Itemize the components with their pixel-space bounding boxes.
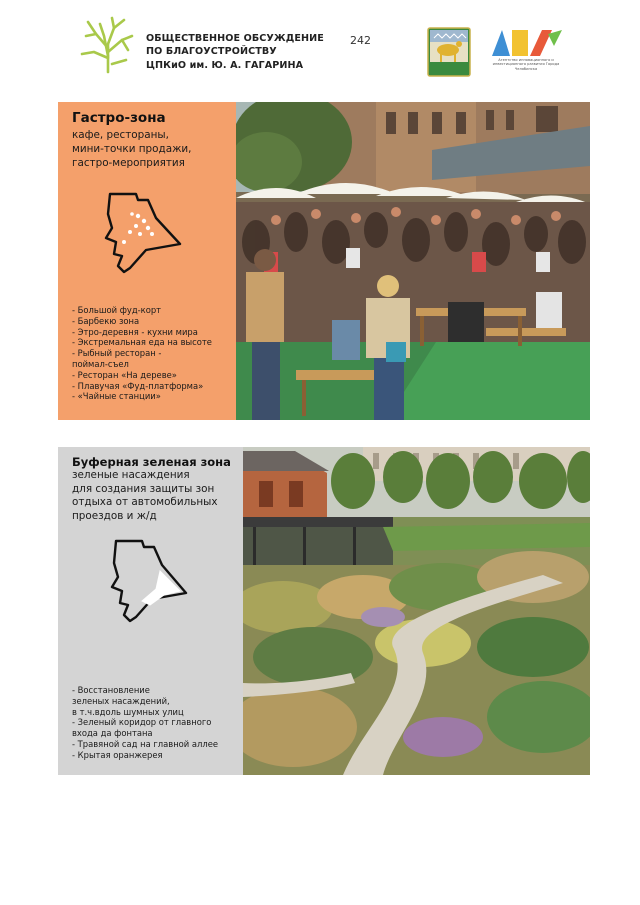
list-item: - Крытая оранжерея — [72, 749, 163, 760]
list-item: - Плавучая «Фуд-платформа» — [72, 380, 204, 391]
list-item: - Экстремальная еда на высоте — [72, 337, 212, 348]
zone-subtitle — [72, 128, 191, 170]
zone-title: Гастро-зона — [72, 110, 166, 126]
list-item: - Восстановление — [72, 685, 150, 695]
buffer-green-zone-panel — [58, 447, 590, 775]
zone-feature-list — [72, 305, 212, 402]
subtitle-line: зеленые насаждения — [72, 469, 190, 481]
list-item: поймал-съел — [72, 358, 129, 369]
tree-logo-icon — [78, 14, 138, 74]
subtitle-line: проездов и ж/д — [72, 509, 157, 522]
list-item: зеленых насаждений, — [72, 695, 170, 706]
garden-photo — [243, 447, 590, 775]
subtitle-line: мини-точки продажи, — [72, 143, 192, 155]
gastro-zone-description — [58, 102, 236, 420]
list-item: - Ресторан «На дереве» — [72, 369, 177, 380]
park-map-outline-icon — [102, 535, 192, 629]
list-item: - Этро-деревня - кухни мира — [72, 326, 198, 337]
buffer-zone-description — [58, 447, 243, 775]
page-number: 242 — [350, 34, 371, 47]
list-item: в т.ч.вдоль шумных улиц — [72, 706, 184, 717]
subtitle-line: отдыха от автомобильных — [72, 496, 218, 509]
list-item: входа да фонтана — [72, 728, 153, 739]
list-item: - Большой фуд-корт — [72, 305, 162, 315]
subtitle-line: для создания защиты зон — [72, 482, 215, 495]
list-item: - Барбекю зона — [72, 315, 140, 326]
camel-coat-of-arms-icon — [426, 26, 472, 78]
zone-feature-list — [72, 685, 218, 761]
subtitle-line: гастро-мероприятия — [72, 157, 185, 169]
subtitle-line: кафе, рестораны, — [72, 129, 169, 141]
org-line: ПО БЛАГОУСТРОЙСТВУ — [146, 46, 277, 58]
org-line: ОБЩЕСТВЕННОЕ ОБСУЖДЕНИЕ — [146, 33, 324, 44]
list-item: - Рыбный ресторан - — [72, 348, 162, 359]
zone-subtitle — [72, 469, 218, 523]
page-header — [0, 0, 640, 100]
zone-title: Буферная зеленая зона — [72, 455, 231, 469]
org-line: ЦПКиО им. Ю. А. ГАГАРИНА — [146, 59, 304, 71]
list-item: - «Чайные станции» — [72, 391, 161, 402]
list-item: - Зеленый коридор от главного — [72, 717, 212, 728]
food-court-photo — [236, 102, 590, 420]
organization-name — [146, 32, 324, 72]
list-item: - Травяной сад на главной аллее — [72, 738, 219, 749]
gastro-zone-panel — [58, 102, 590, 420]
park-map-outline-icon — [96, 188, 184, 280]
brand-caption: Агентство инновационного и инвестиционного развития Города Челябинска — [492, 58, 560, 71]
